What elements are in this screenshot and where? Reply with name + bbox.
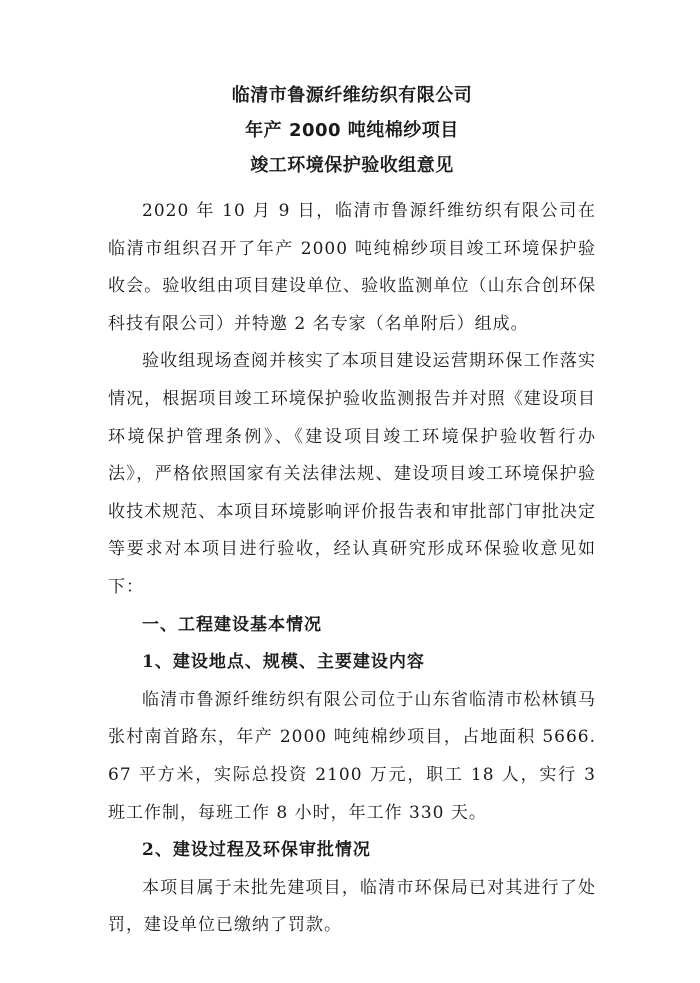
project-name-title: 年产 2000 吨纯棉纱项目 (245, 120, 459, 141)
subsection-heading-location-scale: 1、建设地点、规模、主要建设内容 (142, 652, 425, 673)
paragraph-inspection-basis: 验收组现场查阅并核实了本项目建设运营期环保工作落实情况，根据项目竣工环境保护验收监测报告并对照《建设项目环境保护管理条例》、《建设项目竣工环境保护验收暂行办法》，严格依照国家有关法律法规、建设项目竣工环境保护验收技术规范、本项目环境影响评价报告表和审批部门审批决定等要求对本项目进行验收，经认真研究形成环保验收意见如下： (108, 351, 596, 597)
paragraph-location-scale: 临清市鲁源纤维纺织有限公司位于山东省临清市松林镇马张村南首路东，年产 2000 吨纯棉纱项目，占地面积 5666. 67 平方米，实际总投资 2100 万元，职工 18 人，实行 3 班工作制，每班工作 8 小时，年工作 330 天。 (108, 689, 596, 823)
document-title: 竣工环境保护验收组意见 (250, 155, 454, 176)
section-heading-basic-info: 一、工程建设基本情况 (142, 614, 322, 635)
subsection-heading-approval-process: 2、建设过程及环保审批情况 (142, 840, 371, 861)
company-name-title: 临清市鲁源纤维纺织有限公司 (231, 85, 473, 106)
paragraph-meeting-info: 2020 年 10 月 9 日，临清市鲁源纤维纺织有限公司在临清市组织召开了年产 2000 吨纯棉纱项目竣工环境保护验收会。验收组由项目建设单位、验收监测单位（山东合创环保科技有限公司）并特邀 2 名专家（名单附后）组成。 (108, 201, 596, 334)
paragraph-approval-process: 本项目属于未批先建项目，临清市环保局已对其进行了处罚，建设单位已缴纳了罚款。 (108, 877, 596, 936)
document-body (108, 193, 596, 945)
